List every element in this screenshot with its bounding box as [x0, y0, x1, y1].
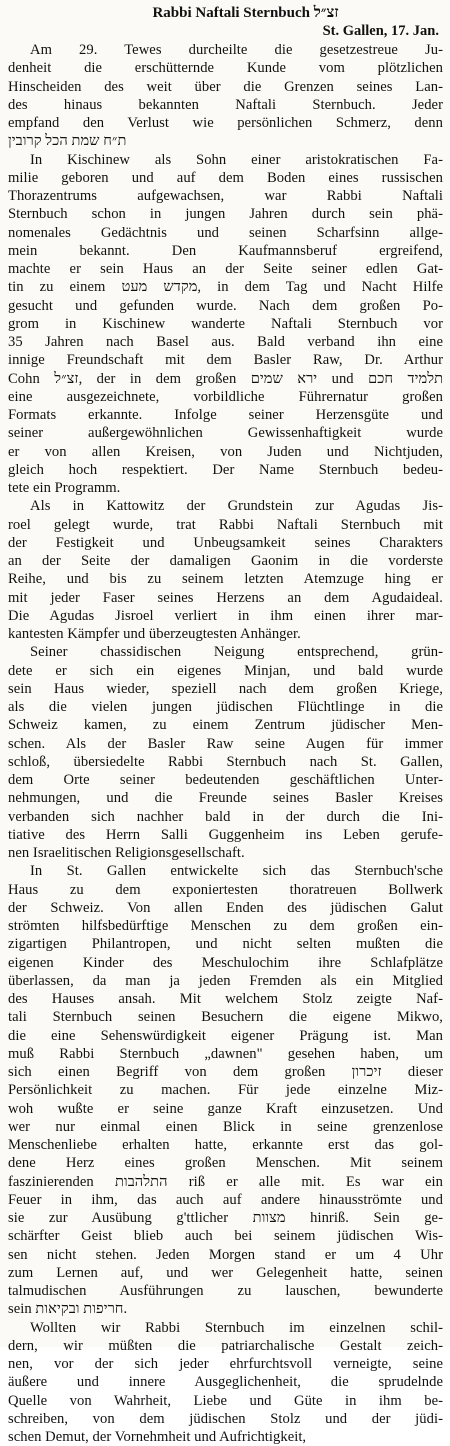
text-line: nen Israelitischen Religionsgesellschaft.: [8, 844, 443, 862]
text-line: woh wußte er seine ganze Kraft einzusetzen. Und: [8, 1100, 443, 1118]
text-line: tiative des Herrn Salli Guggenheim ins Leben gerufe-: [8, 826, 443, 844]
paragraph: [8, 41, 443, 151]
text-line: an der Seite der damaligen Gaonim in die vorderste: [8, 552, 443, 570]
text-line: roel gelegt wurde, trat Rabbi Naftali Sternbuch mit: [8, 516, 443, 534]
text-line: 35 Jahren nach Basel aus. Bald verband ihn eine: [8, 333, 443, 351]
text-line: mein bekannt. Den Kaufmannsberuf ergreifend,: [8, 242, 443, 260]
text-line: verbanden sich nachher bald in der durch die Ini-: [8, 808, 443, 826]
paragraph: [8, 862, 443, 1318]
text-line: In Kischinew als Sohn einer aristokratischen Fa-: [8, 151, 443, 169]
text-line: des hinaus bekannten Naftali Sternbuch. Jeder: [8, 96, 443, 114]
text-line: sie zur Ausübung g'ttlicher מצוות hinriß. Sein ge-: [8, 1209, 443, 1227]
article-dateline: St. Gallen, 17. Jan.: [8, 22, 443, 40]
text-line: sein Haus wieder, speziell nach dem großen Kriege,: [8, 680, 443, 698]
text-line: überlassen, da man ja jeden Fremden als ein Mitglied: [8, 972, 443, 990]
text-line: äußere und innere Ausgeglichenheit, die sprudelnde: [8, 1373, 443, 1391]
text-line: zum Lernen auf, und wer Gelegenheit hatte, seinen: [8, 1264, 443, 1282]
text-line: denheit die erschütternde Kunde vom plötzlichen: [8, 59, 443, 77]
text-line: seiner außergewöhnlichen Gewissenhaftigkeit wurde: [8, 424, 443, 442]
text-line: schen Demut, der Vornehmheit und Aufrichtigkeit,: [8, 1428, 443, 1446]
text-line: wer nur einmal einen Blick in seine grenzenlose: [8, 1118, 443, 1136]
text-line: Als in Kattowitz der Grundstein zur Agudas Jis-: [8, 497, 443, 515]
text-line: schreiben, von dem jüdischen Stolz und der jüdi-: [8, 1410, 443, 1428]
text-line: machte er sein Haus an der Seite seiner edlen Gat-: [8, 260, 443, 278]
text-line: tin zu einem מקדש מעט, in dem Tag und Nacht Hilfe: [8, 278, 443, 296]
text-line: dene Herz eines großen Menschen. Mit seinem: [8, 1154, 443, 1172]
paragraph: [8, 1319, 443, 1446]
text-line: Cohn זצ״ל, der in dem großen ירא שמים und תלמיד חכם: [8, 370, 443, 388]
text-line: nomenales Gedächtnis und seinen Scharfsinn allge-: [8, 224, 443, 242]
paragraph: [8, 643, 443, 862]
article-body: [8, 41, 443, 1446]
text-line: der Festigkeit und Unbeugsamkeit seines Charakters: [8, 534, 443, 552]
text-line: nen, vor der sich jeder ehrfurchtsvoll verneigte, seine: [8, 1355, 443, 1373]
text-line: die eine Sehenswürdigkeit eigener Prägung ist. Man: [8, 1027, 443, 1045]
text-line: faszinierenden התלהבות riß er alle mit. Es war ein: [8, 1173, 443, 1191]
text-line: kantesten Kämpfer und überzeugtesten Anhänger.: [8, 625, 443, 643]
text-line: innige Freundschaft mit dem Basler Raw, Dr. Arthur: [8, 351, 443, 369]
text-line: mit jeder Faser seines Herzens an dem Agudaideal.: [8, 589, 443, 607]
text-line: eine ausgezeichnete, vorbildliche Führernatur großen: [8, 388, 443, 406]
text-line: Seiner chassidischen Neigung entsprechend, grün-: [8, 643, 443, 661]
text-line: als die vielen jungen jüdischen Flüchtlinge in die: [8, 698, 443, 716]
text-line: eigenen Kinder des Meschulochim ihre Schlafplätze: [8, 954, 443, 972]
text-line: schärfter Geist blieb auch bei seinem jüdischen Wis-: [8, 1227, 443, 1245]
text-line: Die Agudas Jisroel verliert in ihm einen ihrer mar-: [8, 607, 443, 625]
text-line: Persönlichkeit zu machen. Für jede einzelne Miz-: [8, 1081, 443, 1099]
text-line: Sternbuch schon in jungen Jahren durch sein phä-: [8, 205, 443, 223]
paragraph: [8, 497, 443, 643]
text-line: Menschenliebe erhalten hatte, erkannte erst das gol-: [8, 1136, 443, 1154]
text-line: dem Orte seiner bedeutenden geschäftlichen Unter-: [8, 771, 443, 789]
text-line: der Schweiz. Von allen Enden des jüdischen Galut: [8, 899, 443, 917]
text-line: grom in Kischinew wanderte Naftali Sternbuch vor: [8, 315, 443, 333]
text-line: Hinscheiden des weit über die Grenzen seines Lan-: [8, 78, 443, 96]
text-line: Schweiz kamen, zu einem Zentrum jüdischer Men-: [8, 716, 443, 734]
text-line: ת״ח שמת הכל קרובין: [8, 132, 443, 150]
text-line: Feuer in ihm, das auch auf andere hinausströmte und: [8, 1191, 443, 1209]
text-line: Reihe, und bis zu seinem letzten Atemzuge hing er: [8, 570, 443, 588]
article-title: Rabbi Naftali Sternbuch זצ״ל: [8, 4, 443, 22]
text-line: Wollten wir Rabbi Sternbuch im einzelnen schil-: [8, 1319, 443, 1337]
text-line: schloß, übersiedelte Rabbi Sternbuch nach St. Gallen,: [8, 753, 443, 771]
text-line: zigartigen Philantropen, und nicht selten mußten die: [8, 935, 443, 953]
text-line: sein חריפות ובקיאות.: [8, 1300, 443, 1318]
text-line: tete ein Programm.: [8, 479, 443, 497]
text-line: nehmungen, und die Freunde seines Basler Kreises: [8, 789, 443, 807]
text-line: sen nicht stehen. Jeden Morgen stand er um 4 Uhr: [8, 1246, 443, 1264]
text-line: Thorazentrums aufgewachsen, war Rabbi Naftali: [8, 187, 443, 205]
text-line: empfand den Verlust wie persönlichen Schmerz, denn: [8, 114, 443, 132]
text-line: sich einen Begriff von dem großen זיכרון dieser: [8, 1063, 443, 1081]
text-line: dern, wir müßten die patriarchalische Gestalt zeich-: [8, 1337, 443, 1355]
paragraph: [8, 151, 443, 498]
text-line: talmudischen Ausführungen zu lauschen, bewunderte: [8, 1282, 443, 1300]
text-line: gleich hoch respektiert. Der Name Sternbuch bedeu-: [8, 461, 443, 479]
text-line: muß Rabbi Sternbuch „dawnen" gesehen haben, um: [8, 1045, 443, 1063]
text-line: tali Sternbuch seinen Besuchern die eigene Mikwo,: [8, 1008, 443, 1026]
text-line: schen. Als der Basler Raw seine Augen für immer: [8, 735, 443, 753]
text-line: Formats erkannte. Infolge seiner Herzensgüte und: [8, 406, 443, 424]
text-line: Quelle von Wahrheit, Liebe und Güte in ihm be-: [8, 1392, 443, 1410]
text-line: Am 29. Tewes durcheilte die gesetzestreue Ju-: [8, 41, 443, 59]
text-line: Haus zu dem exponiertesten thoratreuen Bollwerk: [8, 881, 443, 899]
text-line: milie geboren und auf dem Boden eines russischen: [8, 169, 443, 187]
text-line: gesucht und gefunden wurde. Nach dem großen Po-: [8, 297, 443, 315]
text-line: strömten hilfsbedürftige Menschen zu dem großen ein-: [8, 917, 443, 935]
text-line: er von allen Kreisen, von Juden und Nichtjuden,: [8, 443, 443, 461]
text-line: dete er sich ein eigenes Minjan, und bald wurde: [8, 662, 443, 680]
text-line: In St. Gallen entwickelte sich das Sternbuch'sche: [8, 862, 443, 880]
text-line: des Hauses ansah. Mit welchem Stolz zeigte Naf-: [8, 990, 443, 1008]
